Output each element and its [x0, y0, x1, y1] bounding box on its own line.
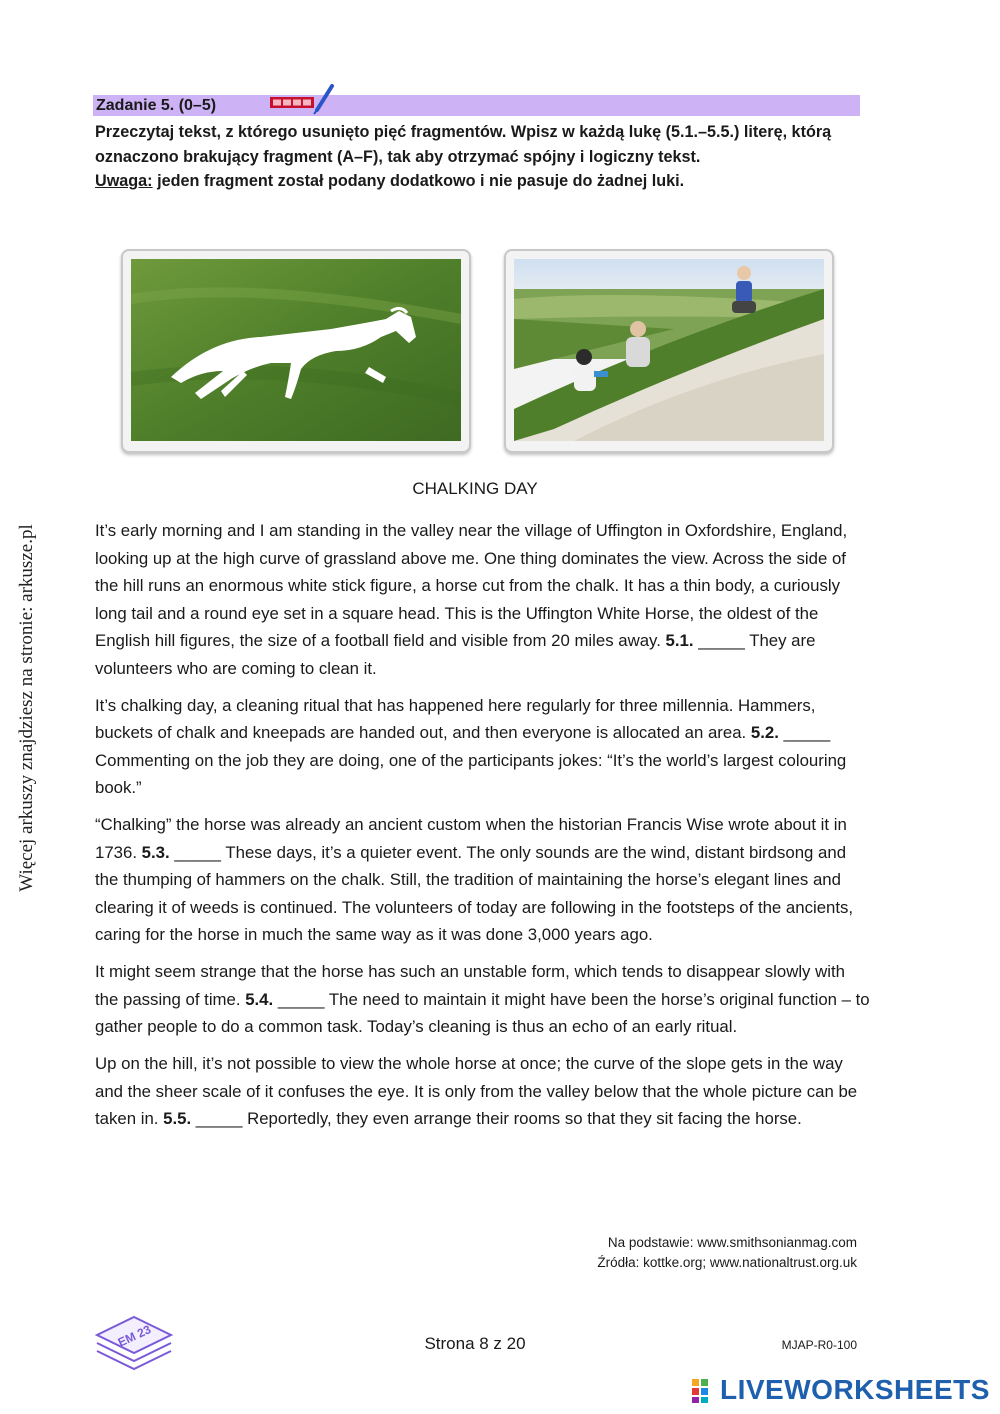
- exam-code: MJAP-R0-100: [781, 1338, 857, 1352]
- paragraph-5-text-end: _____ Reportedly, they even arrange their rooms so that they sit facing the horse.: [191, 1109, 802, 1128]
- paragraph-1: [95, 517, 870, 682]
- paragraph-5: [95, 1050, 870, 1133]
- em-logo-text: EM 23: [115, 1322, 154, 1350]
- paragraph-3-text: “Chalking” the horse was already an ancient custom when the historian Francis Wise wrote about it in 1736.: [95, 815, 847, 862]
- side-note: [12, 512, 42, 904]
- paragraph-4-text-end: _____ The need to maintain it might have been the horse’s original function – to gather people to do a common task. Today’s cleaning is thus an echo of an early ritual.: [95, 989, 870, 1036]
- liveworksheets-brand: LIVEWORKSHEETS: [720, 1374, 990, 1405]
- task-title: Zadanie 5. (0–5): [96, 97, 217, 114]
- volunteers-image: [514, 259, 824, 441]
- paragraph-2: [95, 692, 870, 802]
- gap-5-1: 5.1.: [665, 631, 694, 650]
- instruction-note: [95, 169, 865, 194]
- liveworksheets-logo[interactable]: [690, 1373, 990, 1407]
- story-title: CHALKING DAY: [412, 479, 538, 498]
- source-line-1: Na podstawie: www.smithsonianmag.com: [607, 1235, 857, 1250]
- side-note-text: Więcej arkuszy znajdziesz na stronie: arkusze.pl: [16, 524, 37, 892]
- story-text: [95, 517, 870, 1142]
- task-header: [93, 95, 860, 116]
- paragraph-3: [95, 811, 870, 949]
- paragraph-2-text-end: _____ Commenting on the job they are doing, one of the participants jokes: “It’s the world’s largest colouring book.”: [95, 723, 847, 797]
- white-horse-aerial-photo: [121, 249, 471, 453]
- paragraph-1-text: It’s early morning and I am standing in the valley near the village of Uffington in Oxfordshire, England, looking up at the high curve of grassland above me. One thing dominates the view. Across the side of the hill runs an enormous white stick figure, a horse cut from the chalk. It has a thin body, a curiously long tail and a round eye set in a square head. This is the Uffington White Horse, the oldest of the English hill figures, the size of a football field and visible from 20 miles away.: [95, 521, 848, 650]
- gap-5-5: 5.5.: [163, 1109, 192, 1128]
- liveworksheets-logo-icon: [690, 1375, 720, 1405]
- paragraph-1-text-end: _____ They are volunteers who are coming to clean it.: [95, 631, 816, 678]
- pencil-icon: [268, 83, 338, 115]
- paragraph-4: [95, 958, 870, 1041]
- paragraph-2-text: It’s chalking day, a cleaning ritual that has happened here regularly for three millennia. Hammers, buckets of chalk and kneepads are handed out, and then everyone is allocated an area.: [95, 695, 816, 742]
- note-text: jeden fragment został podany dodatkowo i nie pasuje do żadnej luki.: [152, 172, 685, 190]
- sources: [597, 1233, 857, 1273]
- instruction-text: Przeczytaj tekst, z którego usunięto pięć fragmentów. Wpisz w każdą lukę (5.1.–5.5.) literę, którą oznaczono brakujący fragment (A–F), tak aby otrzymać spójny i logiczny tekst.: [95, 123, 832, 166]
- paragraph-3-text-end: _____ These days, it’s a quieter event. The only sounds are the wind, distant birdsong and the thumping of hammers on the chalk. Still, the tradition of maintaining the horse’s elegant lines and clearing it of weeds is continued. The volunteers of today are following in the footsteps of the ancients, caring for the horse in much the same way as it was done 3,000 years ago.: [95, 842, 854, 944]
- task-instructions: [95, 120, 865, 194]
- source-line-2: Źródła: kottke.org; www.nationaltrust.org.uk: [597, 1255, 857, 1270]
- page-number: Strona 8 z 20: [424, 1334, 526, 1353]
- white-horse-image: [131, 259, 461, 441]
- volunteers-chalking-photo: [504, 249, 834, 453]
- gap-5-4: 5.4.: [245, 989, 274, 1009]
- gap-5-3: 5.3.: [141, 842, 170, 862]
- paragraph-5-text: Up on the hill, it’s not possible to view the whole horse at once; the curve of the slope gets in the way and the sheer scale of it confuses the eye. It is only from the valley below that the whole picture can be taken in.: [95, 1054, 858, 1128]
- note-label: Uwaga:: [95, 172, 153, 190]
- gap-5-2: 5.2.: [750, 723, 779, 742]
- paragraph-4-text: It might seem strange that the horse has such an unstable form, which tends to disappear slowly with the passing of time.: [95, 962, 845, 1009]
